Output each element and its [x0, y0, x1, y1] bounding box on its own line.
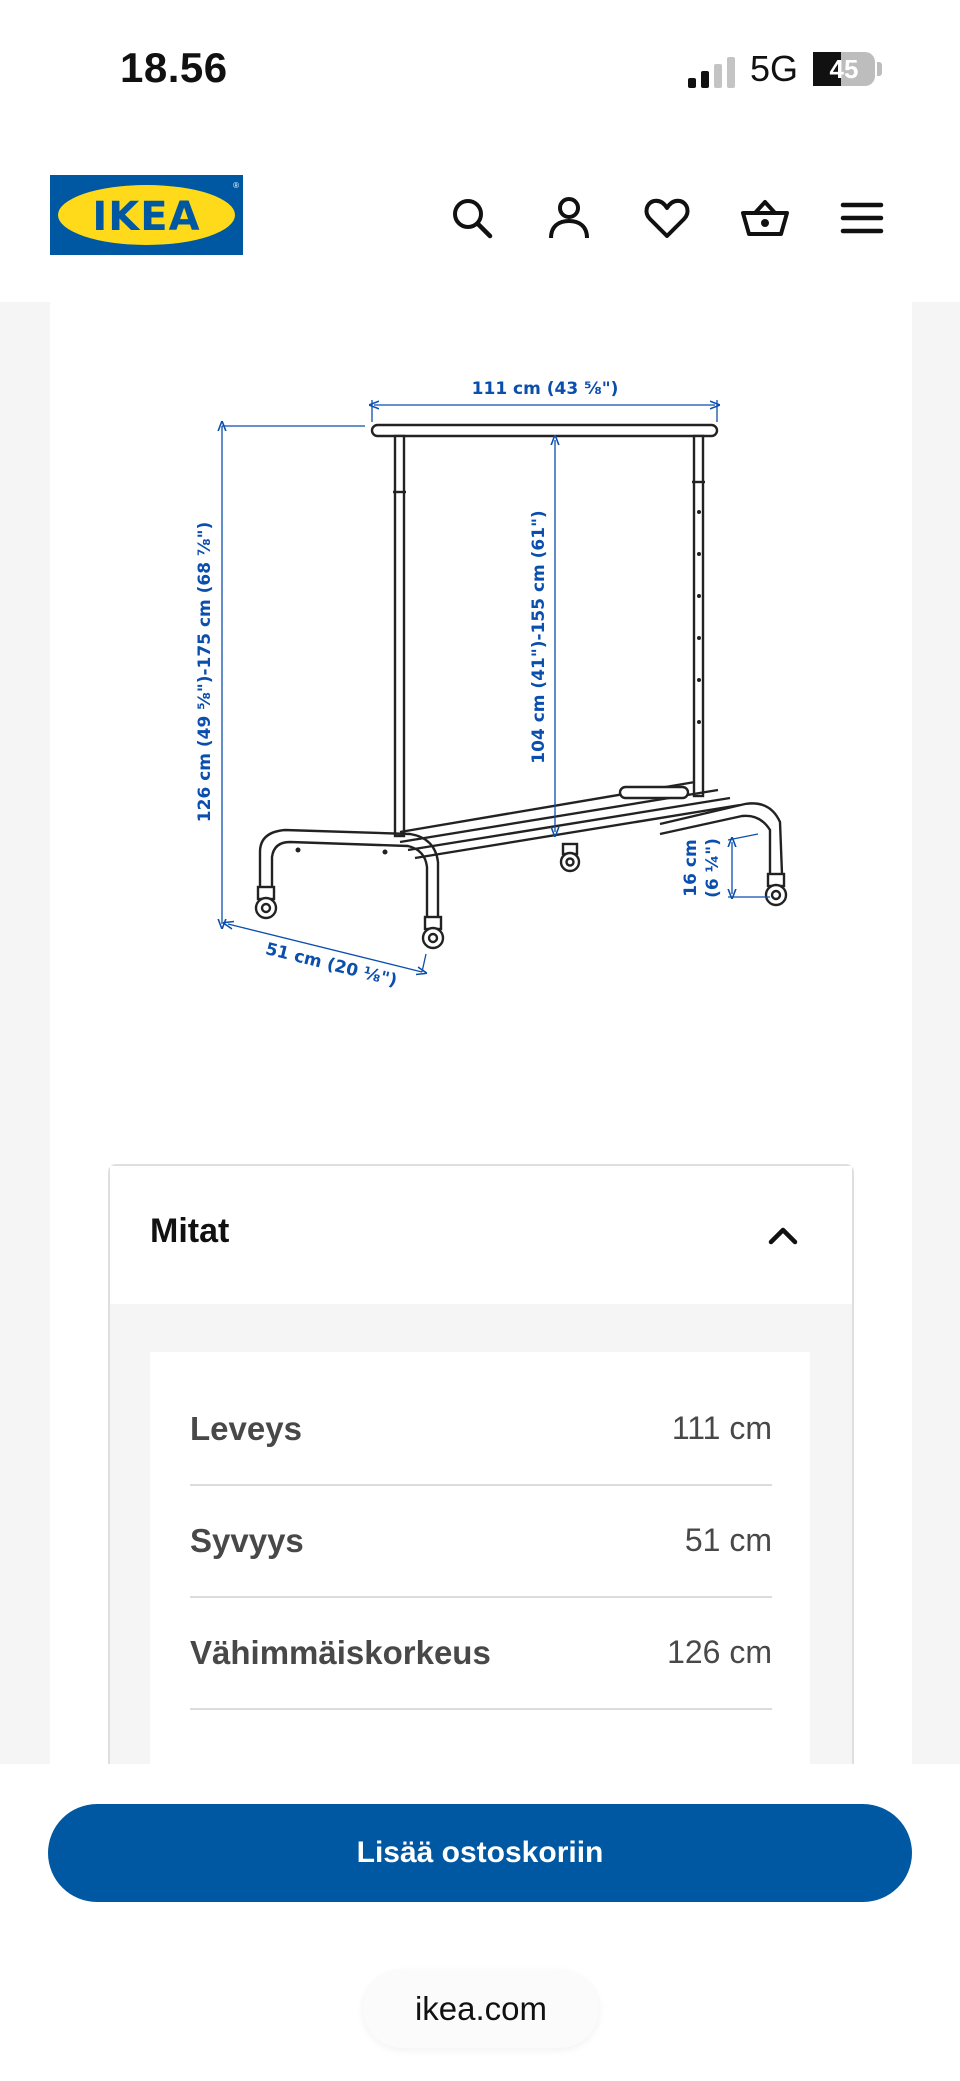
spec-row-width	[190, 1372, 772, 1486]
chevron-up-icon[interactable]	[766, 1222, 800, 1250]
spec-row-min-height	[190, 1596, 772, 1710]
network-type: 5G	[750, 48, 799, 89]
heart-icon[interactable]	[641, 192, 693, 244]
shelf-height-dimension-label-inches: (6 ¼")	[703, 838, 723, 898]
product-content	[0, 302, 960, 1764]
dimensions-title: Mitat	[150, 1212, 230, 1250]
spec-label: Syvyys	[190, 1522, 304, 1559]
shelf-height-dimension-label: 16 cm	[681, 839, 701, 897]
dimensions-accordion-body	[110, 1304, 852, 1804]
spec-value: 111 cm	[671, 1410, 772, 1446]
dimensions-accordion	[108, 1164, 854, 1786]
logo-oval	[58, 185, 235, 245]
basket-icon[interactable]	[739, 192, 791, 244]
product-card	[50, 302, 912, 1764]
ikea-logo[interactable]	[50, 175, 243, 255]
rail-height-dimension-label: 104 cm (41")-155 cm (61")	[529, 510, 549, 764]
logo-text: IKEA	[92, 194, 201, 240]
logo-registered-mark: ®	[233, 181, 239, 190]
account-icon[interactable]	[543, 192, 595, 244]
total-height-dimension-label: 126 cm (49 ⅝")-175 cm (68 ⅞")	[195, 521, 215, 823]
bottom-bar	[0, 1764, 960, 2081]
spec-label: Vähimmäiskorkeus	[190, 1634, 491, 1671]
menu-icon[interactable]	[836, 192, 888, 244]
browser-url-bar[interactable]: ikea.com	[363, 1970, 599, 2048]
spec-row-depth	[190, 1484, 772, 1598]
battery-icon	[813, 52, 875, 86]
status-bar	[0, 0, 960, 140]
add-to-cart-button[interactable]: Lisää ostoskoriin	[48, 1804, 912, 1902]
site-header	[0, 140, 960, 302]
status-time: 18.56	[120, 44, 228, 91]
clothes-rack-dimension-diagram	[195, 342, 810, 1102]
dimensions-accordion-header[interactable]	[110, 1166, 852, 1304]
search-icon[interactable]	[446, 192, 498, 244]
depth-dimension-label: 51 cm (20 ⅛")	[263, 939, 400, 992]
dimensions-list	[150, 1352, 810, 1812]
cellular-signal-icon	[688, 56, 736, 88]
width-dimension-label: 111 cm (43 ⅝")	[471, 379, 619, 399]
spec-label: Leveys	[190, 1410, 302, 1447]
spec-value: 51 cm	[684, 1522, 772, 1558]
spec-value: 126 cm	[667, 1634, 772, 1670]
battery-percent: 45	[829, 54, 859, 84]
battery-tip	[877, 62, 882, 76]
